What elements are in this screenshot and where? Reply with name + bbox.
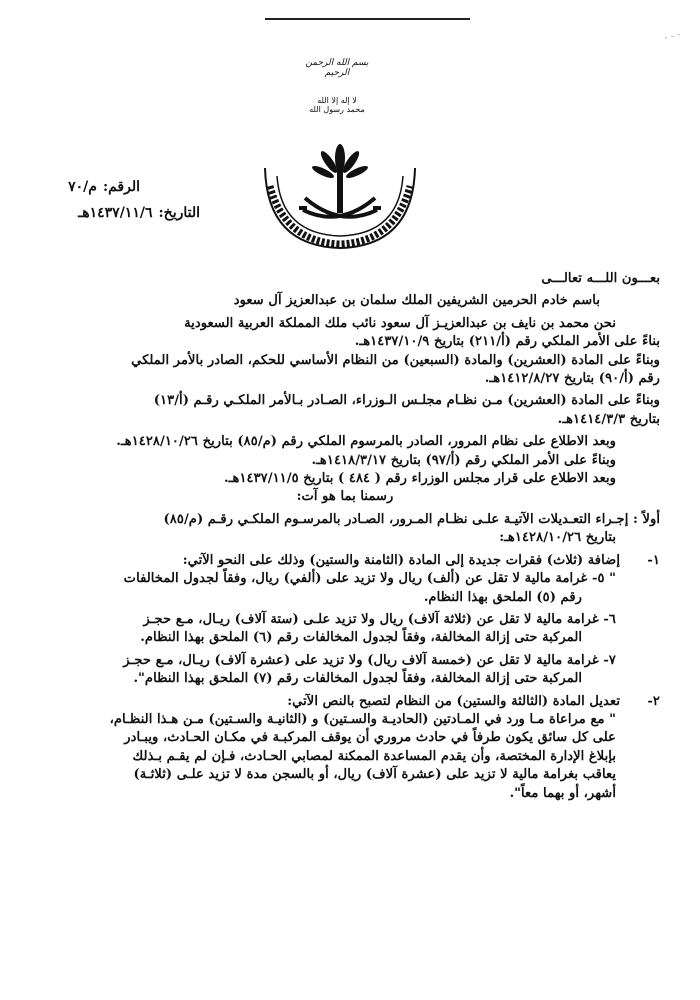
quote-7b: المركبة حتى إزالة المخالفة، وفقاً لجدول المخالفات رقم (٧) الملحق بهذا النظام". xyxy=(133,671,582,687)
item-1: ١- إضافة (ثلاث) فقرات جديدة إلى المادة (الثامنة والستين) وذلك على النحو الآتي: xyxy=(182,552,660,568)
quote-63c: بإبلاغ الإدارة المختصة، وأن يقدم المساعدة الممكنة لمصابي الحـادث، فـإن لم يقـم بـذلك xyxy=(132,748,616,764)
quote-7a: ٧- غرامة مالية لا تقل عن (خمسة آلاف ريال) ولا تزيد على (عشرة آلاف) ريـال، مـع حجـز xyxy=(123,652,616,668)
paragraph-2a: وبناءً على المادة (العشرين) والمادة (السبعين) من النظام الأساسي للحكم، الصادر بالأمر الملكي xyxy=(131,352,660,368)
reference-date: التاريخ:١٤٣٧/١١/٦هـ xyxy=(78,205,200,221)
first-clause-date: بتاريخ ١٤٢٨/١٠/٢٦هـ: xyxy=(499,530,616,546)
paragraph-6: وبعد الاطلاع على قرار مجلس الوزراء رقم ( ٤٨٤ ) بتاريخ ١٤٣٧/١١/٥هـ. xyxy=(224,471,616,487)
opening-line: بعـــون اللـــه تعالـــى xyxy=(541,271,660,286)
paragraph-4: وبعد الاطلاع على نظام المرور، الصادر بالمرسوم الملكي رقم (م/٨٥) بتاريخ ١٤٢٨/١٠/٢٦هـ. xyxy=(116,434,616,450)
basmala: بسم الله الرحمن الرحيم xyxy=(305,58,369,78)
quote-6b: المركبة حتى إزالة المخالفة، وفقاً لجدول المخالفات رقم (٦) الملحق بهذا النظام. xyxy=(140,630,582,646)
first-clause: أولاً : إجـراء التعـديلات الآتيـة علـى نظـام المـرور، الصـادر بالمرسـوم الملكـي رقـم (م/٨٥) xyxy=(163,511,660,527)
quote-63e: أشهر، أو بهما معاً". xyxy=(509,785,616,801)
reference-number: الرقم:م/٧٠ xyxy=(68,179,140,195)
decree-body xyxy=(30,270,660,803)
paragraph-3b: بتاريخ ١٤١٤/٣/٣هـ. xyxy=(557,411,660,427)
saudi-emblem-icon xyxy=(255,128,425,253)
king-line: باسم خادم الحرمين الشريفين الملك سلمان بن عبدالعزيز آل سعود xyxy=(233,293,600,309)
quote-5a: " ٥- غرامة مالية لا تقل عن (ألف) ريال ولا تزيد على (ألفي) ريال، وفقاً لجدول المخالفات xyxy=(123,571,616,587)
decree-line: رسمنا بما هو آت: xyxy=(296,489,394,505)
scan-marks: · ⁻ ′ xyxy=(664,34,680,44)
paragraph-2b: رقم (أ/٩٠) بتاريخ ١٤١٢/٨/٢٧هـ. xyxy=(484,371,660,387)
top-rule xyxy=(265,18,470,20)
quote-63b: على كل سائق يكون طرفاً في حادث مروري أن يوقف المركبـة في مكـان الحـادث، ويبـادر xyxy=(124,730,616,746)
paragraph-5: وبناءً على الأمر الملكي رقم (أ/٩٧) بتاريخ ١٤١٨/٣/١٧هـ. xyxy=(311,452,616,468)
quote-63a: " مع مراعاة مـا ورد في المـادتين (الحاديـة والسـتين) و (الثانيـة والسـتين) مـن هـذا النظـام، xyxy=(109,711,616,727)
quote-63d: يعاقب بغرامة مالية لا تزيد على (عشرة آلاف) ريال، أو بالسجن مدة لا تزيد علـى (ثلاثـة) xyxy=(133,767,616,783)
paragraph-3a: وبناءً على المادة (العشرين) مـن نظـام مجلـس الـوزراء، الصـادر بـالأمر الملكـي رقـم (أ/١٣) xyxy=(153,393,660,409)
shahada: لا إله إلا الله محمد رسول الله xyxy=(309,96,365,114)
quote-6a: ٦- غرامة مالية لا تقل عن (ثلاثة آلاف) ريال ولا تزيد علـى (ستة آلاف) ريـال، مـع حجـز xyxy=(143,611,616,627)
quote-5b: رقم (٥) الملحق بهذا النظام. xyxy=(423,589,582,605)
paragraph-1: بناءً على الأمر الملكي رقم (أ/٢١١) بتاريخ ١٤٣٧/١٠/٩هـ. xyxy=(354,334,660,350)
item-2: ٢- تعديل المادة (الثالثة والستين) من النظام لتصبح بالنص الآتي: xyxy=(287,693,660,709)
deputy-line: نحن محمد بن نايف بن عبدالعزيـز آل سعود نائب ملك المملكة العربية السعودية xyxy=(184,315,616,331)
